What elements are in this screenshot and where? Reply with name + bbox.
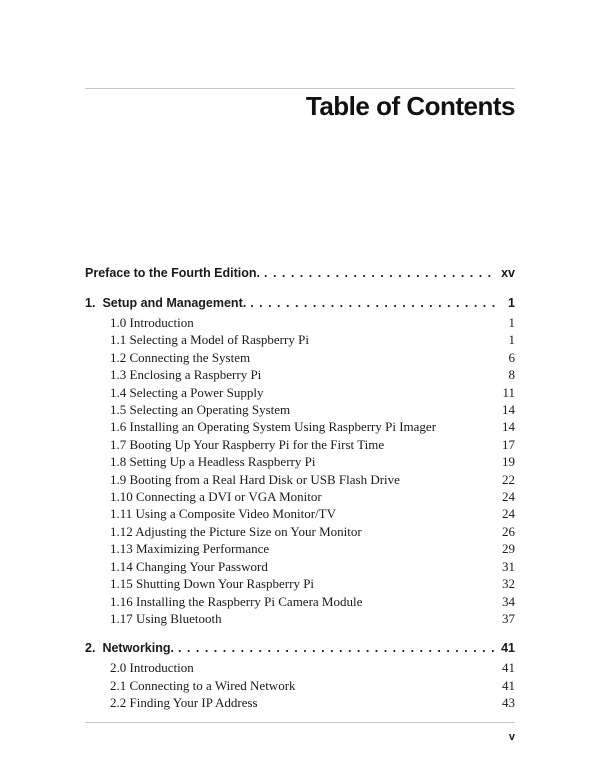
page-title: Table of Contents bbox=[305, 91, 515, 121]
toc-entry bbox=[85, 471, 515, 488]
entry-label: 1.13 Maximizing Performance bbox=[110, 541, 270, 557]
entry-page: 43 bbox=[502, 695, 515, 711]
entry-label: 1.15 Shutting Down Your Raspberry Pi bbox=[110, 576, 315, 592]
entry-page: 41 bbox=[502, 660, 515, 676]
table-of-contents bbox=[85, 264, 515, 712]
chapter-title: Networking. bbox=[102, 641, 174, 656]
dot-leader bbox=[178, 639, 496, 657]
entry-label: 1.7 Booting Up Your Raspberry Pi for the First Time bbox=[110, 436, 385, 452]
toc-entry bbox=[85, 593, 515, 610]
entry-label: 1.2 Connecting the System bbox=[110, 349, 251, 365]
preface-page: xv bbox=[501, 266, 515, 280]
dot-leader bbox=[264, 264, 496, 282]
toc-entry bbox=[85, 453, 515, 470]
toc-entry bbox=[85, 575, 515, 592]
entry-page: 11 bbox=[502, 384, 515, 400]
entry-page: 19 bbox=[502, 454, 515, 470]
page-number: v bbox=[508, 731, 515, 743]
entry-label: 1.8 Setting Up a Headless Raspberry Pi bbox=[110, 454, 316, 470]
entry-label: 1.4 Selecting a Power Supply bbox=[110, 384, 264, 400]
toc-entry bbox=[85, 349, 515, 366]
toc-preface-row bbox=[85, 264, 515, 282]
chapter-heading bbox=[85, 639, 515, 657]
toc-entry bbox=[85, 418, 515, 435]
page-footer bbox=[85, 722, 515, 743]
entry-label: 2.1 Connecting to a Wired Network bbox=[110, 677, 296, 693]
entry-label: 2.2 Finding Your IP Address bbox=[110, 695, 258, 711]
page-header bbox=[85, 88, 515, 122]
toc-entry bbox=[85, 540, 515, 557]
entry-label: 1.6 Installing an Operating System Using Raspberry Pi Imager bbox=[110, 419, 437, 435]
toc-entry bbox=[85, 436, 515, 453]
entry-page: 6 bbox=[508, 349, 515, 365]
entry-page: 37 bbox=[502, 610, 515, 626]
entry-page: 14 bbox=[502, 419, 515, 435]
preface-label: Preface to the Fourth Edition. bbox=[85, 266, 261, 280]
chapter-heading bbox=[85, 294, 515, 312]
chapter-title: Setup and Management. bbox=[102, 296, 247, 310]
toc-entry bbox=[85, 401, 515, 418]
entry-label: 1.10 Connecting a DVI or VGA Monitor bbox=[110, 489, 322, 505]
chapter-number: 1. bbox=[85, 296, 96, 310]
chapter-number: 2. bbox=[85, 641, 96, 656]
entry-label: 1.14 Changing Your Password bbox=[110, 558, 268, 574]
entry-page: 24 bbox=[502, 506, 515, 522]
entry-label: 1.0 Introduction bbox=[110, 315, 194, 330]
entry-page: 24 bbox=[502, 489, 515, 505]
toc-entry bbox=[85, 366, 515, 383]
toc-chapter-2 bbox=[85, 639, 515, 711]
entry-page: 1 bbox=[508, 332, 515, 348]
footer-rule bbox=[85, 722, 515, 723]
chapter-page: 41 bbox=[501, 641, 515, 656]
header-rule bbox=[85, 88, 515, 89]
entry-label: 1.9 Booting from a Real Hard Disk or USB Flash Drive bbox=[110, 471, 400, 487]
toc-entry bbox=[85, 384, 515, 401]
toc-entry bbox=[85, 505, 515, 522]
entry-page: 34 bbox=[502, 593, 515, 609]
entry-page: 32 bbox=[502, 576, 515, 592]
toc-entry bbox=[85, 694, 515, 711]
entry-label: 1.17 Using Bluetooth bbox=[110, 610, 222, 626]
toc-entry bbox=[85, 314, 515, 331]
entry-page: 14 bbox=[502, 402, 515, 418]
entry-page: 29 bbox=[502, 541, 515, 557]
toc-entry bbox=[85, 677, 515, 694]
dot-leader bbox=[250, 294, 496, 312]
entry-label: 1.11 Using a Composite Video Monitor/TV bbox=[110, 506, 336, 522]
entry-label: 1.1 Selecting a Model of Raspberry Pi bbox=[110, 332, 309, 348]
entry-label: 1.5 Selecting an Operating System bbox=[110, 402, 291, 418]
toc-entry bbox=[85, 331, 515, 348]
toc-entry bbox=[85, 659, 515, 676]
entry-page: 26 bbox=[502, 523, 515, 539]
entry-label: 1.16 Installing the Raspberry Pi Camera Module bbox=[110, 593, 363, 609]
toc-entry bbox=[85, 610, 515, 627]
entry-page: 22 bbox=[502, 471, 515, 487]
entry-page: 17 bbox=[502, 436, 515, 452]
toc-entry bbox=[85, 488, 515, 505]
toc-chapter-1 bbox=[85, 294, 515, 627]
entry-page: 31 bbox=[502, 558, 515, 574]
toc-entry bbox=[85, 523, 515, 540]
toc-entry bbox=[85, 558, 515, 575]
entry-page: 8 bbox=[508, 367, 515, 383]
entry-label: 1.12 Adjusting the Picture Size on Your Monitor bbox=[110, 523, 362, 539]
entry-page: 41 bbox=[502, 677, 515, 693]
entry-page: 1 bbox=[508, 315, 515, 330]
entry-label: 1.3 Enclosing a Raspberry Pi bbox=[110, 367, 262, 383]
chapter-page: 1 bbox=[508, 296, 515, 310]
entry-label: 2.0 Introduction bbox=[110, 660, 194, 676]
